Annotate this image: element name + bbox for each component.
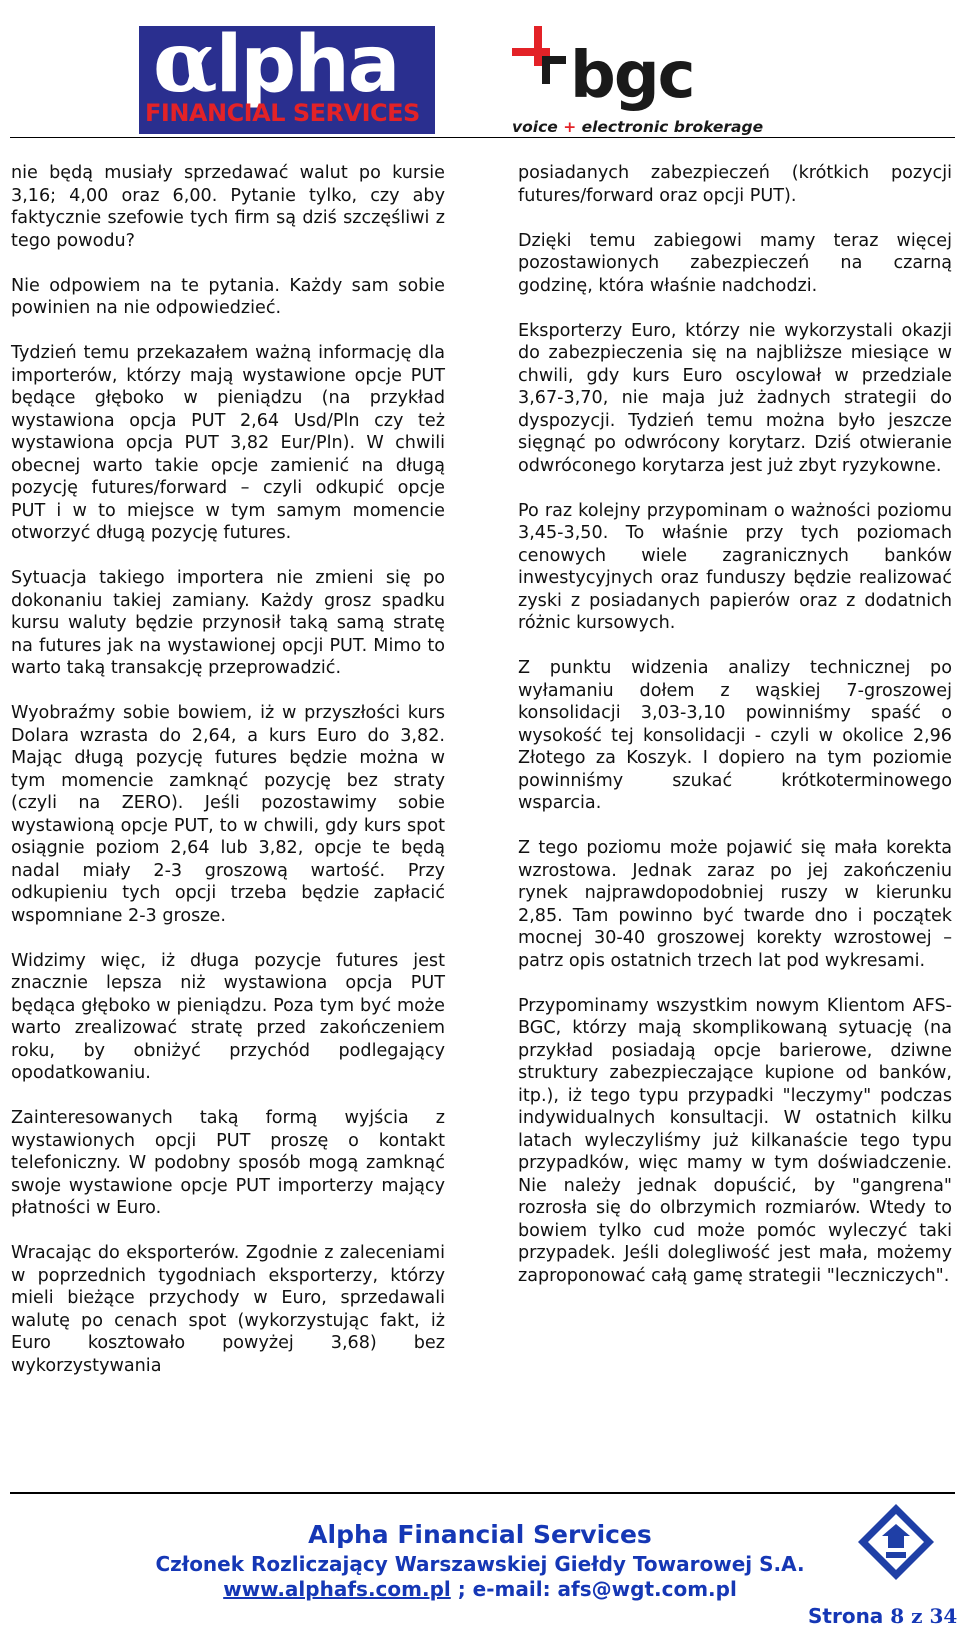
paragraph: Eksporterzy Euro, którzy nie wykorzystali okazji do zabezpieczenia się na najbliższe miesiące w chwili, gdy kurs Euro oscylował w przedziale 3,67-3,70, nie maja już żadnych strategii do dyspozycji. Tydzień temu można było jeszcze sięgnąć po odwrócony korytarz. Dziś otwieranie odwróconego korytarza jest już zbyt ryzykowne. [518,320,952,476]
paragraph: Sytuacja takiego importera nie zmieni się po dokonaniu takiej zamiany. Każdy grosz spadku kursu waluty będzie przynosił taką samą stratę na futures jak na wystawionej opcji PUT. Mimo to warto taką transakcję przeprowadzić. [11,568,445,678]
page-number [808,1604,957,1628]
paragraph: nie będą musiały sprzedawać walut po kursie 3,16; 4,00 oraz 6,00. Pytanie tylko, czy aby faktycznie szefowie tych firm są dziś szczęśliwi z tego powodu? [11,163,445,251]
alpha-logo-subtitle: FINANCIAL SERVICES [145,99,420,127]
paragraph: Po raz kolejny przypominam o ważności poziomu 3,45-3,50. To właśnie przy tych poziomach cenowych wiele zagranicznych banków inwestycyjnych oraz funduszy będzie realizować zyski z posiadanych papierów oraz z dodatnich różnic kursowych. [518,500,952,633]
paragraph: Tydzień temu przekazałem ważną informację dla importerów, którzy mają wystawione opcje PUT będące głęboko w pieniądzu (na przykład wystawiona opcja PUT 2,64 Usd/Pln czy też wystawiona opcja PUT 3,82 Eur/Pln). W chwili obecnej warto takie opcje zamienić na długą pozycję futures/forward – czyli odkupić opcje PUT i w to miejsce w tym samym momencie otworzyć długą pozycję futures. [11,343,445,543]
footer-email: ; e-mail: afs@wgt.com.pl [450,1577,737,1601]
right-column [518,162,952,1310]
alpha-logo-symbol: α [153,26,216,111]
footer-company-name: Alpha Financial Services [308,1520,652,1549]
page-current: 8 [890,1604,905,1628]
paragraph: Nie odpowiem na te pytania. Każdy sam sobie powinien na nie odpowiedzieć. [11,275,445,318]
bgc-cross-icon [512,26,572,96]
footer-member-line: Członek Rozliczający Warszawskiej Giełdy Towarowej S.A. [155,1552,805,1576]
website-link[interactable]: www.alphafs.com.pl [223,1577,451,1601]
page-label: Strona [808,1604,884,1628]
paragraph: Z punktu widzenia analizy technicznej po wyłamaniu dołem z wąskiej 7-groszowej konsolidacji 3,03-3,10 powinniśmy spaść o wysokość tej konsolidacji - czyli w okolice 2,96 Złotego za Koszyk. I dopiero na tym poziomie powinniśmy szukać krótkoterminowego wsparcia. [518,658,952,813]
bgc-logo-text: bgc [570,39,694,113]
paragraph: Widzimy więc, iż długa pozycje futures jest znacznie lepsza niż wystawiona opcja PUT będąca głęboko w pieniądzu. Poza tym być może warto zrealizować stratę przed zakończeniem roku, by obniżyć przychód podlegający opodatkowaniu. [11,950,445,1083]
bgc-logo [512,26,764,138]
paragraph: Przypominamy wszystkim nowym Klientom AFS-BGC, którzy mają skomplikowaną sytuację (na przykład posiadają opcje barierowe, dziwne struktury zabezpieczające kupione od banków, itp.), iż tego typu przypadki "leczymy" podczas indywidualnych konsultacji. W ostatnich kilku latach wyleczyliśmy już kilkanaście tego typu przypadków, więc mamy w tym doświadczenie. Nie należy jednak dopuścić, by "gangrena" rozrosła się do olbrzymich rozmiarów. Wtedy to bowiem tylko cud może pomóc wyleczyć taki przypadek. Jeśli dolegliwość jest mała, możemy zaproponować całą gamę strategii "leczniczych". [518,995,952,1286]
bgc-tagline-right: electronic brokerage [581,118,764,136]
paragraph: Wyobraźmy sobie bowiem, iż w przyszłości kurs Dolara wzrasta do 2,64, a kurs Euro do 3,82. Mając długą pozycję futures będzie można w tym momencie zamknąć pozycję bez straty (czyli na ZERO). Jeśli pozostawimy sobie wystawioną opcje PUT, to w chwili, gdy kurs spot osiągnie poziom 2,64 lub 3,82, opcje te będą nadal miały 2-3 groszową wartość. Przy odkupieniu tych opcji trzeba będzie zapłacić wspomniane 2-3 grosze. [11,703,445,926]
footer-divider [10,1492,955,1494]
paragraph: Zainteresowanych taką formą wyjścia z wystawionych opcji PUT proszę o kontakt telefoniczny. W podobny sposób mogą zamknąć swoje wystawione opcje PUT importerzy mający płatności w Euro. [11,1108,445,1218]
alpha-logo-main: lpha [215,26,399,110]
bgc-tagline-plus: + [563,118,577,136]
left-column [11,162,445,1400]
alpha-financial-services-logo [139,26,435,134]
paragraph: Z tego poziomu może pojawić się mała korekta wzrostowa. Jednak zaraz po jej zakończeniu rynek najprawdopodobniej ruszy w kierunku 2,85. Tam powinno być twarde dno i początek mocnej 30-40 groszowej korekty wzrostowej – patrz opis ostatnich trzech lat pod wykresami. [518,838,952,971]
header-divider [10,137,955,138]
page-of: z [911,1604,923,1628]
paragraph: Wracając do eksporterów. Zgodnie z zaleceniami w poprzednich tygodniach eksporterzy, którzy mieli bieżące przychody w Euro, sprzedawali walutę po cenach spot (wykorzystując fakt, iż Euro kosztowało powyżej 3,68) bez wykorzystywania [11,1243,445,1376]
footer-contact-line [0,1577,960,1601]
paragraph: posiadanych zabezpieczeń (krótkich pozycji futures/forward oraz opcji PUT). [518,163,952,206]
page-header [0,0,960,140]
exchange-emblem-icon [856,1502,936,1582]
bgc-tagline-left: voice [512,118,558,136]
bgc-tagline [512,118,763,136]
page-total: 34 [929,1604,958,1628]
paragraph: Dzięki temu zabiegowi mamy teraz więcej pozostawionych zabezpieczeń na czarną godzinę, która właśnie nadchodzi. [518,230,952,296]
